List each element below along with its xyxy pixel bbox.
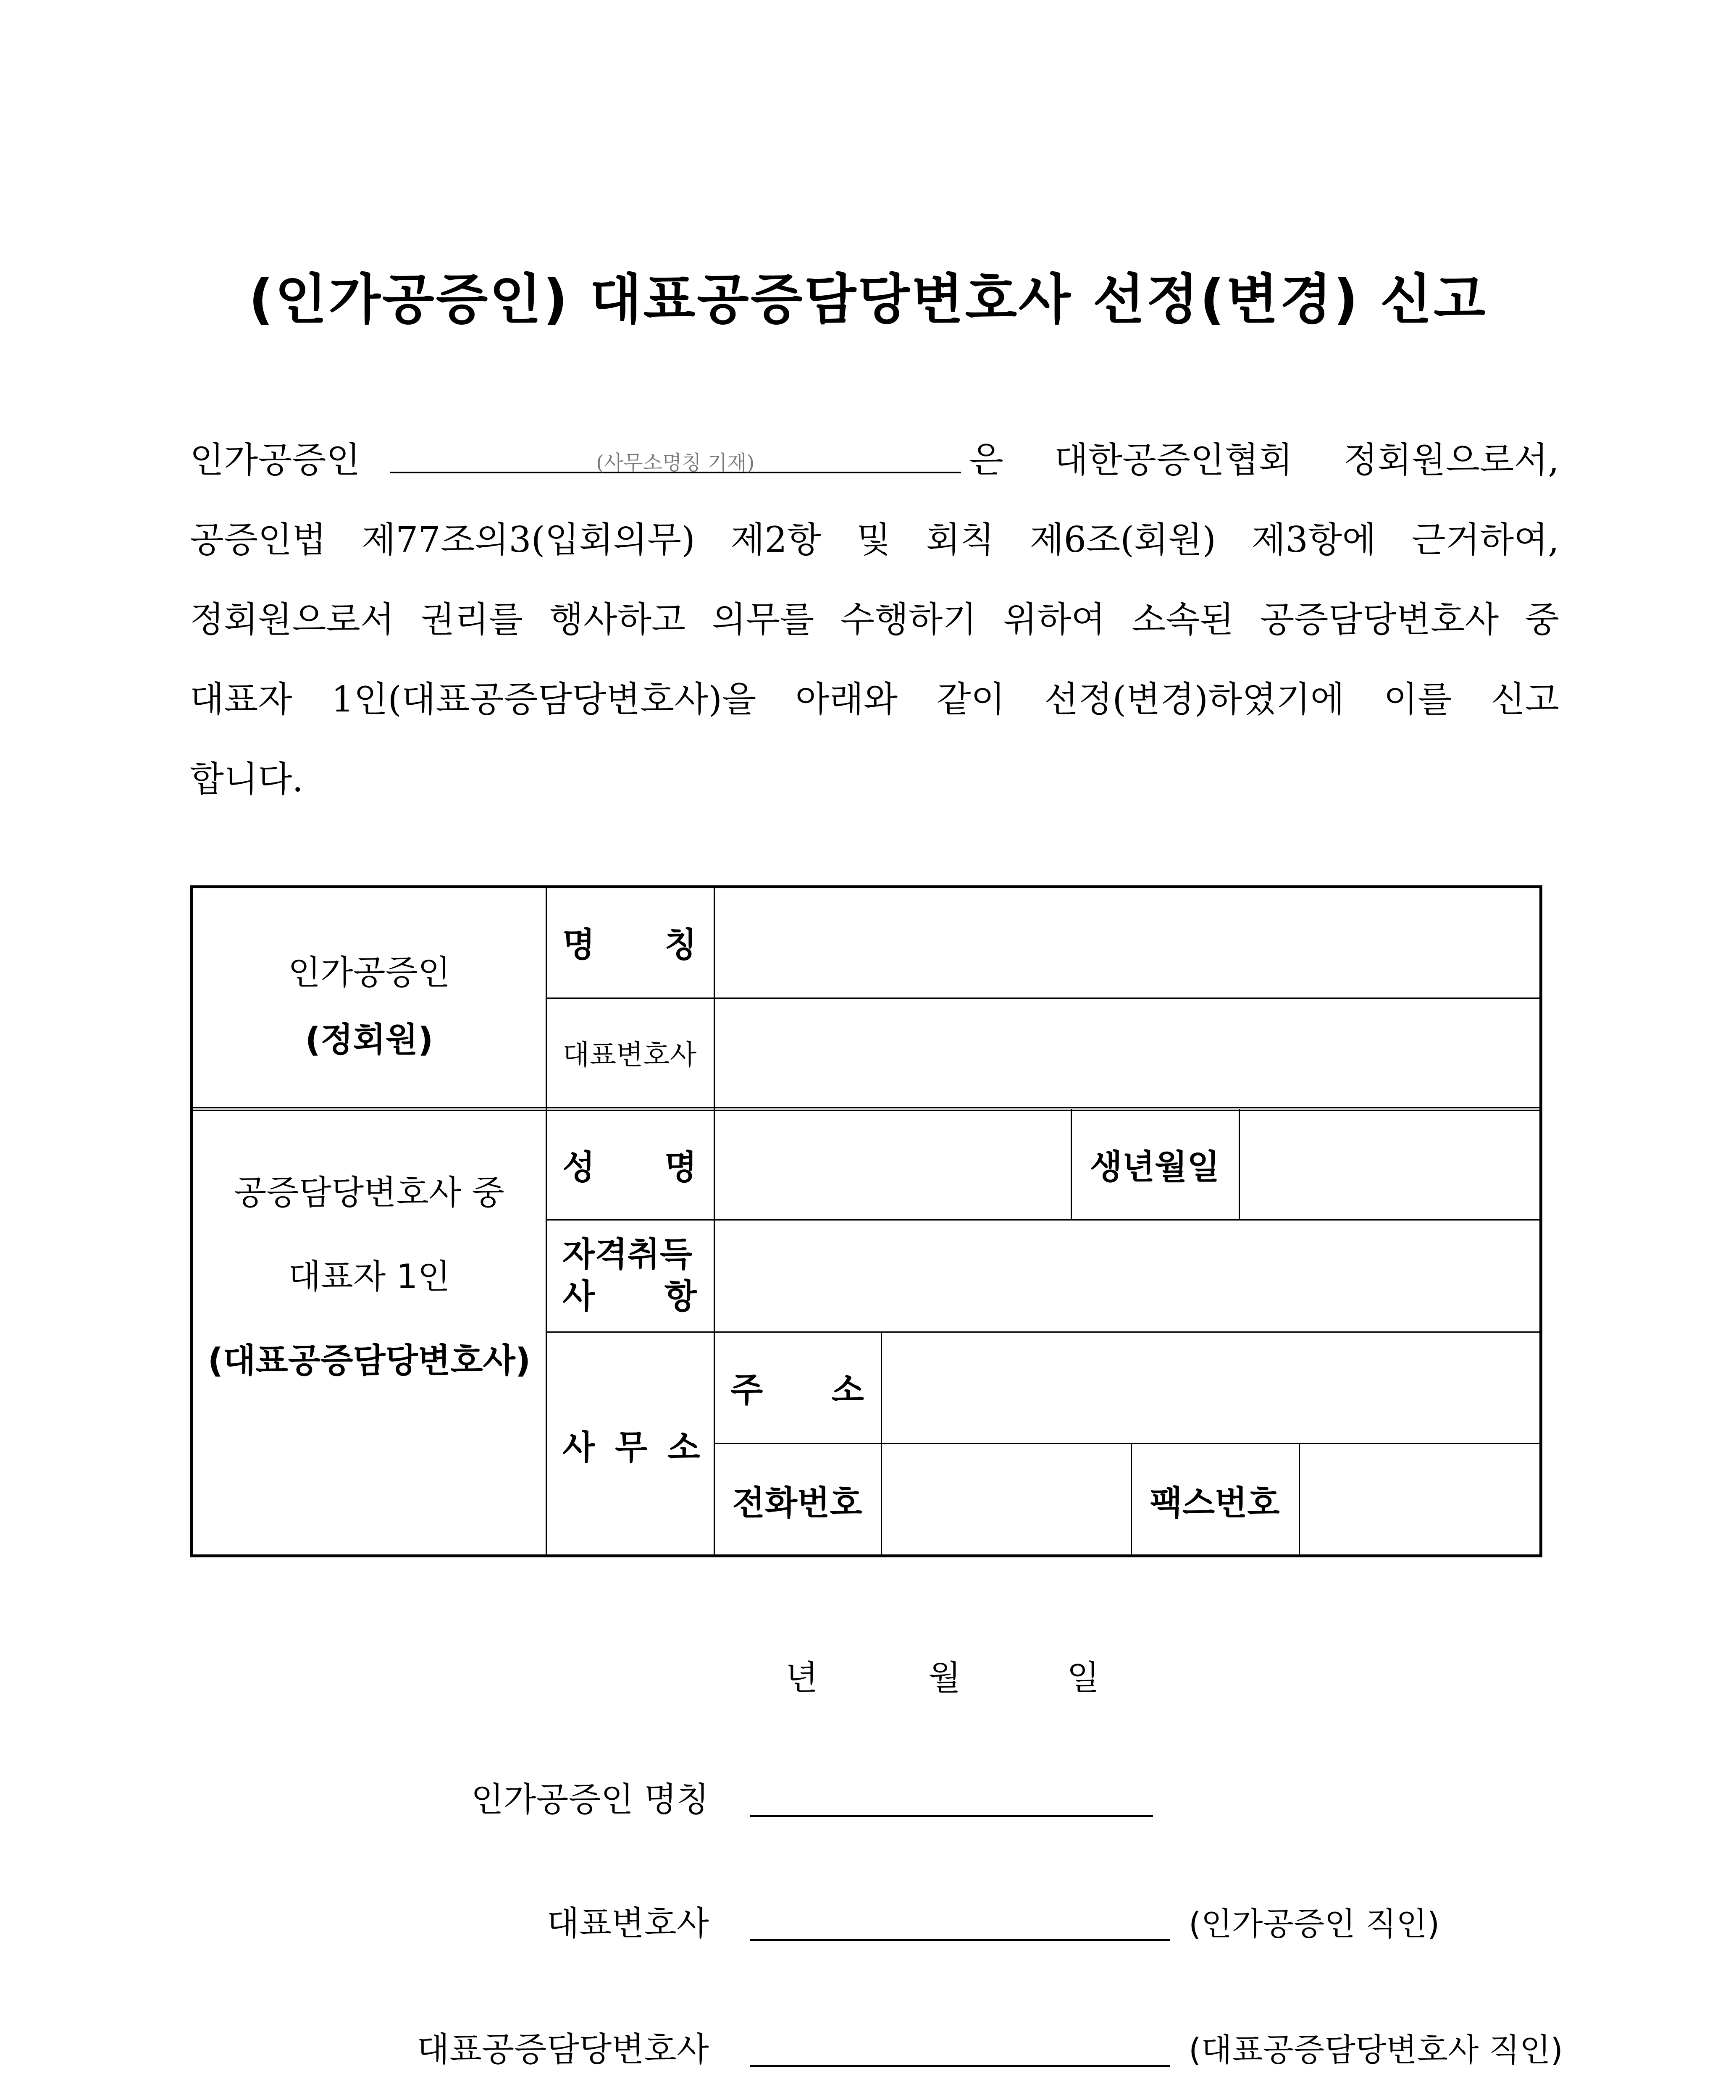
section1-line2: (정회원) (305, 1020, 433, 1059)
section1-line1: 인가공증인 (288, 953, 451, 992)
office-name-sig-line[interactable] (750, 1815, 1153, 1817)
fax-field[interactable] (1299, 1443, 1539, 1557)
intro-prefix: 인가공증인 (190, 439, 360, 480)
date-year: 년 (785, 1658, 818, 1697)
rep-sig-label: 대표변호사 (546, 1904, 709, 1943)
intro-line-5: 합니다. (190, 759, 304, 800)
office-name-blank[interactable] (390, 439, 961, 473)
phone-field[interactable] (881, 1443, 1131, 1557)
rep-lawyer-label: 대표변호사 (562, 1039, 697, 1071)
name-label: 명 칭 (562, 925, 697, 964)
office-name-field[interactable] (714, 888, 1539, 998)
intro-line-2: 공증인법 제77조의3(입회의무) 제2항 및 회칙 제6조(회원) 제3항에 근거하여, (190, 519, 1559, 560)
intro-line-3: 정회원으로서 권리를 행사하고 의무를 수행하기 위하여 소속된 공증담당변호사 중 (190, 599, 1559, 640)
birthdate-field[interactable] (1239, 1109, 1539, 1219)
registration-table (190, 885, 1542, 1557)
page-title: (인가공증인) 대표공증담당변호사 선정(변경) 신고 (249, 268, 1487, 331)
section2-line2: 대표자 1인 (288, 1257, 450, 1296)
qualification-label: 자격취득 사 항 (562, 1234, 697, 1316)
notary-seal-note: (대표공증담당변호사 직인) (1189, 2031, 1563, 2068)
fax-label: 팩스번호 (1150, 1483, 1280, 1522)
section2-line3: (대표공증담당변호사) (207, 1341, 531, 1380)
notary-sig-line[interactable] (750, 2065, 1170, 2067)
rep-sig-line[interactable] (750, 1939, 1170, 1941)
rep-lawyer-field[interactable] (714, 998, 1539, 1107)
section-rep-notary-lawyer (193, 1109, 546, 1557)
birthdate-label: 생년월일 (1090, 1147, 1220, 1186)
address-field[interactable] (881, 1331, 1539, 1443)
intro-line-4: 대표자 1인(대표공증담당변호사)을 아래와 같이 선정(변경)하였기에 이를 신고 (190, 679, 1559, 720)
blank-hint: (사무소명칭 기재) (596, 451, 755, 475)
intro-suffix: 은 대한공증인협회 정회원으로서, (969, 439, 1559, 480)
intro-line-1 (190, 439, 1559, 481)
phone-label: 전화번호 (732, 1483, 862, 1522)
date-month: 월 (928, 1658, 961, 1697)
qualification-field[interactable] (714, 1219, 1539, 1331)
notary-sig-label: 대표공증담당변호사 (417, 2030, 709, 2069)
date-day: 일 (1067, 1658, 1100, 1697)
office-label: 사 무 소 (562, 1428, 700, 1467)
section-notary-office (193, 888, 546, 1107)
section2-line1: 공증담당변호사 중 (234, 1173, 504, 1212)
person-name-field[interactable] (714, 1109, 1071, 1219)
address-label: 주 소 (730, 1370, 864, 1410)
person-name-label: 성 명 (562, 1148, 697, 1187)
office-name-sig-label: 인가공증인 명칭 (471, 1780, 709, 1819)
rep-seal-note: (인가공증인 직인) (1189, 1905, 1440, 1942)
